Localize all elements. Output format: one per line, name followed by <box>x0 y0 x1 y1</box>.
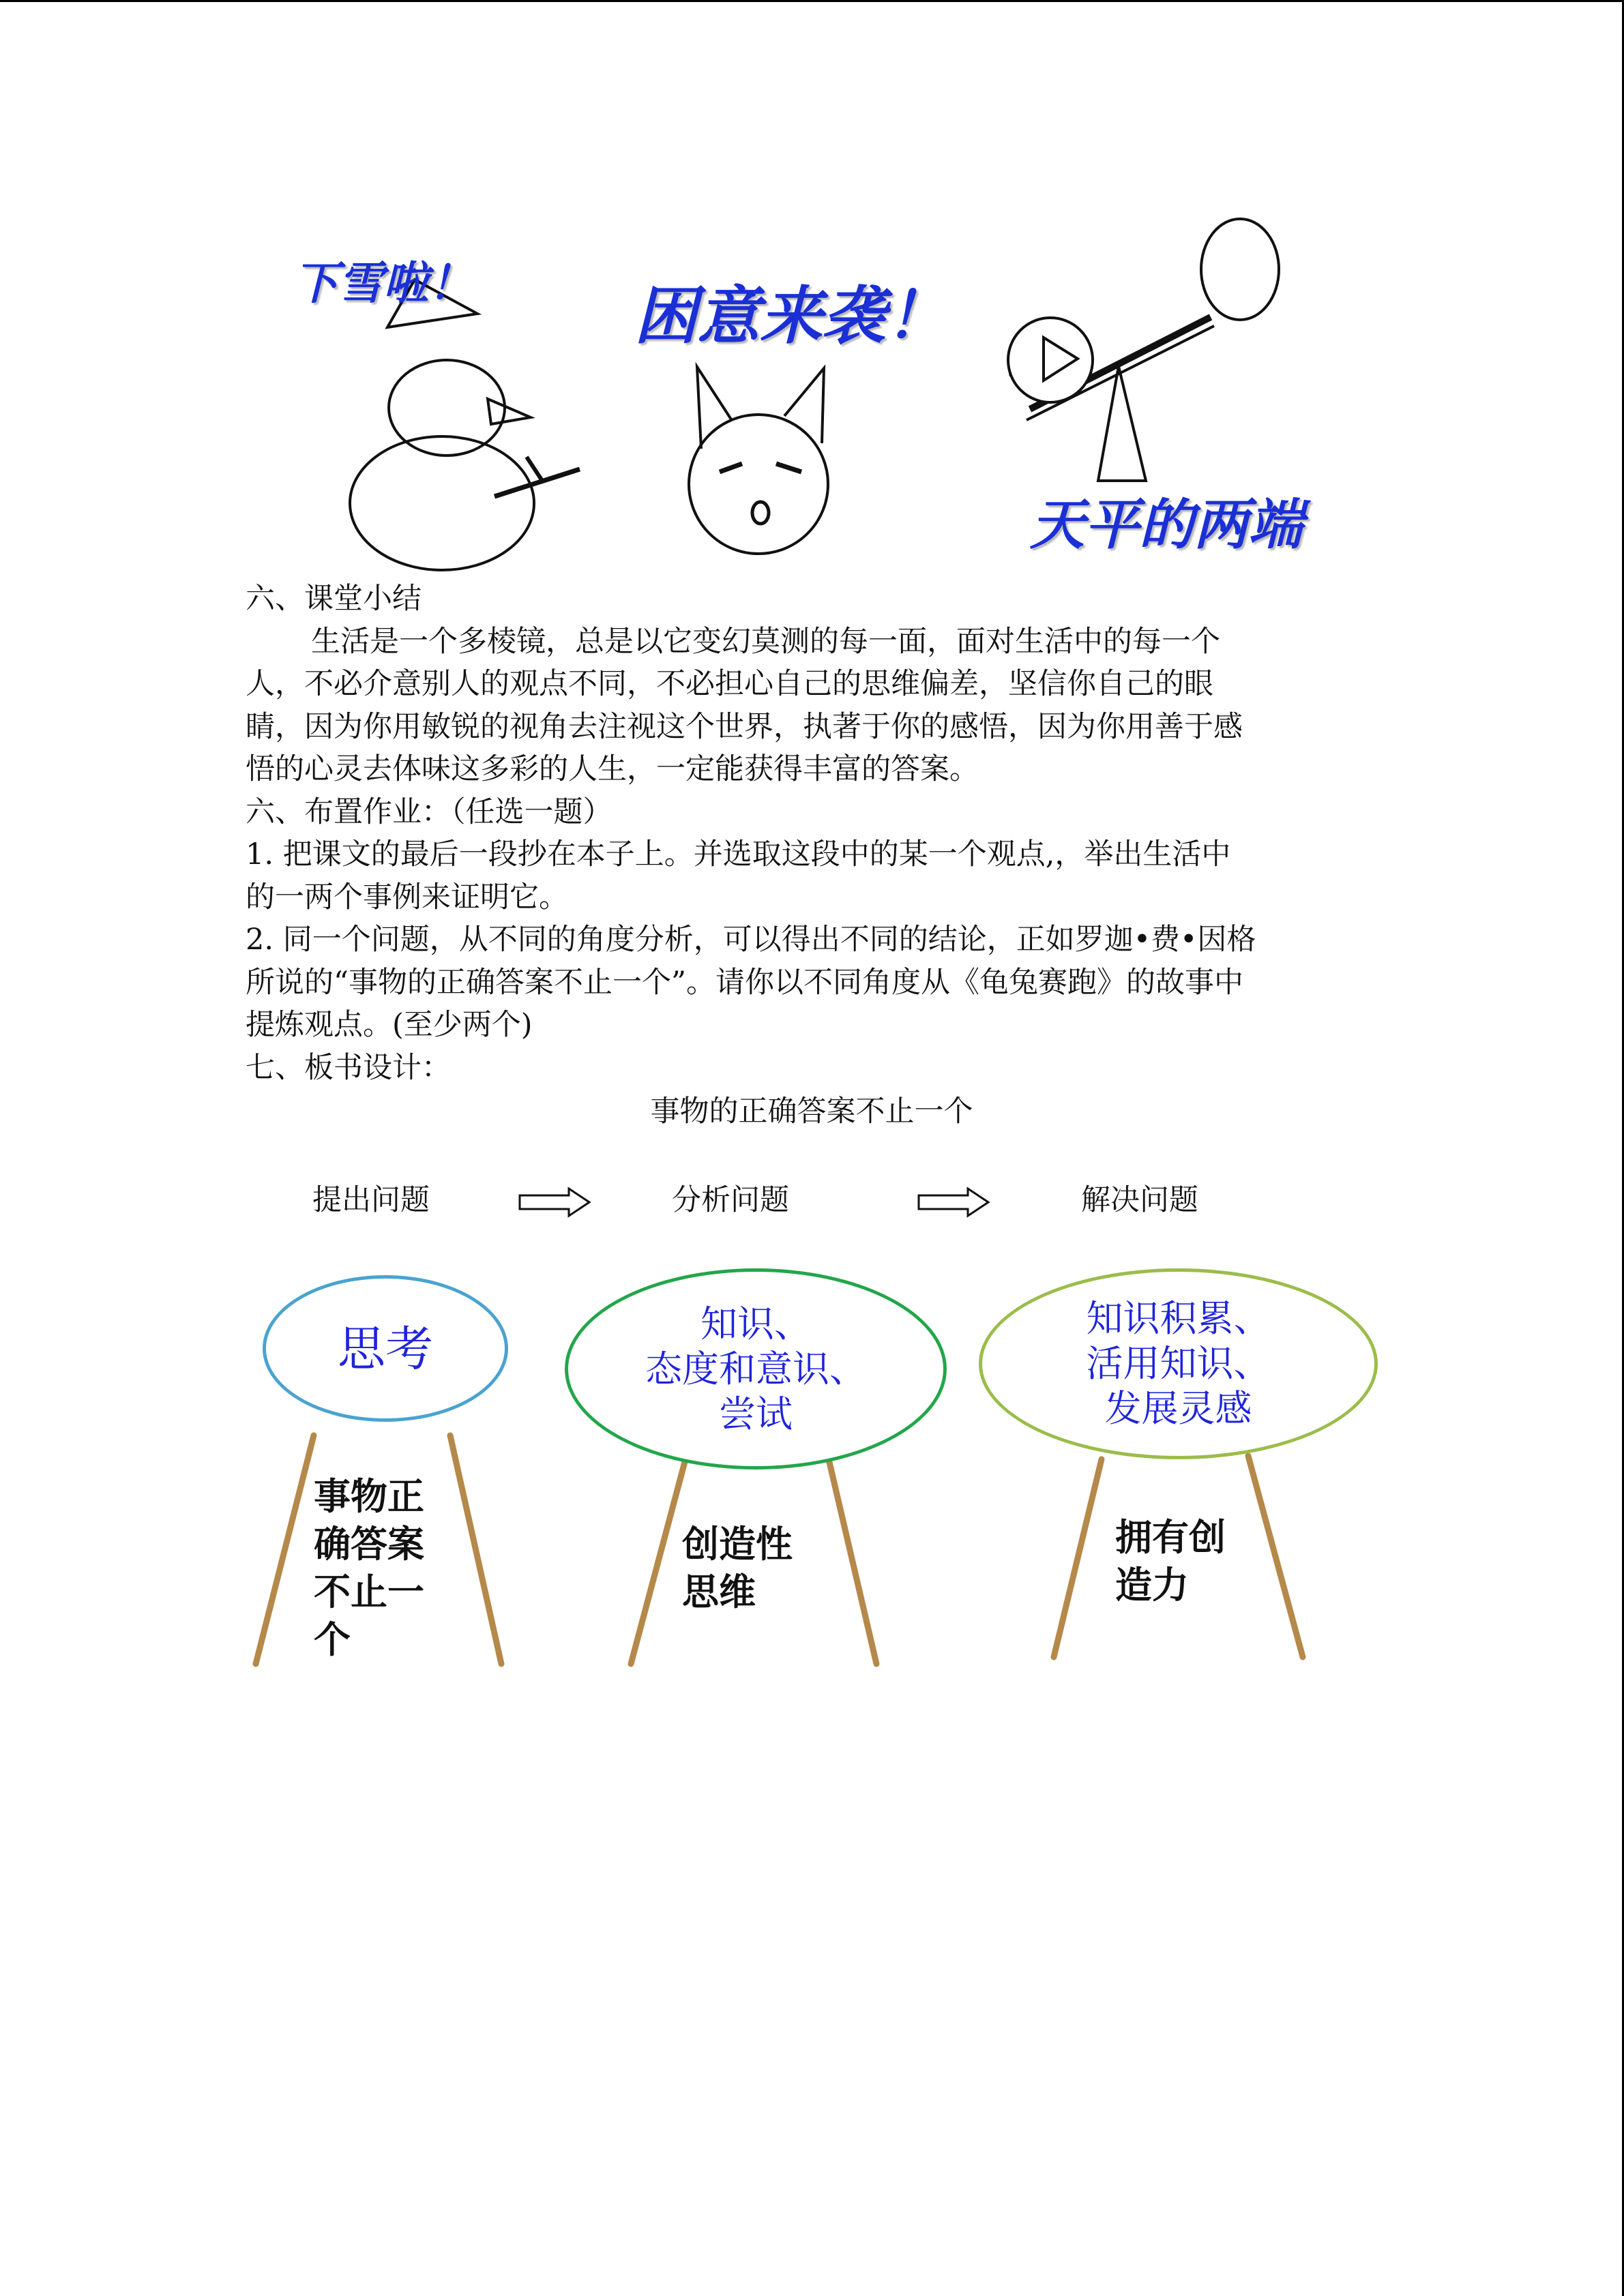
stand-label-line: 造力 <box>1115 1564 1189 1607</box>
stand-label-line: 不止一 <box>314 1570 424 1613</box>
balance-caption: 天平的两端 <box>1030 493 1303 556</box>
illustrations-row <box>246 205 1310 573</box>
bubble-knowledge-application <box>979 1268 1378 1459</box>
bubble-text: 思考 <box>338 1320 433 1377</box>
cat-head <box>689 415 828 554</box>
bubble-text: 知识积累、 <box>1086 1297 1271 1340</box>
summary-line: 悟的心灵去体味这多彩的人生，一定能获得丰富的答案。 <box>246 752 979 786</box>
bubble-thinking <box>263 1275 508 1422</box>
bubble-text: 活用知识、 <box>1086 1342 1271 1385</box>
snowman-caption: 下雪啦！ <box>293 257 473 310</box>
stand-label-correct-answer <box>314 1473 424 1664</box>
text-block <box>246 578 1391 1089</box>
bubble-text: 发展灵感 <box>1104 1387 1252 1430</box>
snowman-arm-twig <box>527 457 542 481</box>
bubble-text: 尝试 <box>719 1392 793 1435</box>
snowman-drawing <box>350 280 580 570</box>
board-heading: 七、板书设计： <box>246 1050 451 1085</box>
sleepy-cat-drawing <box>689 367 828 554</box>
bubble-text: 态度和意识、 <box>645 1347 866 1390</box>
balance-drawing <box>1008 219 1279 481</box>
stand-label-line: 确答案 <box>314 1523 424 1566</box>
summary-heading: 六、课堂小结 <box>246 582 422 616</box>
stand-label-creative-thinking <box>682 1521 793 1616</box>
homework-line: 1. 把课文的最后一段抄在本子上。并选取这段中的某一个观点,，举出生活中 <box>246 837 1231 871</box>
cat-right-eye <box>776 464 801 472</box>
board-stands <box>246 1268 1391 1678</box>
summary-line: 生活是一个多棱镜，总是以它变幻莫测的每一面，面对生活中的每一个 <box>311 624 1220 659</box>
right-arrow-icon <box>518 1187 592 1218</box>
summary-line: 人，不必介意别人的观点不同，不必担心自己的思维偏差，坚信你自己的眼 <box>246 667 1213 701</box>
balance-left-pan <box>1008 318 1093 402</box>
snowman-nose <box>488 399 531 424</box>
cat-left-ear <box>697 367 731 449</box>
cat-mouth <box>752 502 769 524</box>
right-arrow-icon <box>917 1187 991 1218</box>
bubble-knowledge-attitude <box>565 1268 947 1470</box>
stand-label-line: 个 <box>314 1618 351 1661</box>
stand-label-line: 事物正 <box>314 1475 424 1518</box>
step-solve-question: 解决问题 <box>1081 1183 1198 1217</box>
homework-line: 提炼观点。(至少两个) <box>246 1008 533 1042</box>
stand-label-creativity <box>1115 1514 1226 1609</box>
sleepy-cat-caption: 困意来袭！ <box>634 280 949 353</box>
homework-line: 所说的“事物的正确答案不止一个”。请你以不同角度从《龟兔赛跑》的故事中 <box>246 965 1243 1000</box>
stand-label-line: 拥有创 <box>1115 1516 1226 1559</box>
page-border-top <box>0 0 1624 2</box>
board-title: 事物的正确答案不止一个 <box>650 1094 973 1129</box>
cat-left-eye <box>720 464 742 472</box>
bubble-text: 知识、 <box>700 1302 811 1345</box>
homework-heading: 六、布置作业：（任选一题） <box>246 794 612 829</box>
step-analyze-question: 分析问题 <box>672 1183 789 1217</box>
summary-line: 睛，因为你用敏锐的视角去注视这个世界，执著于你的感悟，因为你用善于感 <box>246 709 1243 744</box>
stand-label-line: 创造性 <box>682 1523 793 1566</box>
homework-line: 2. 同一个问题，从不同的角度分析，可以得出不同的结论，正如罗迦•费•因格 <box>246 923 1256 957</box>
balance-fulcrum <box>1098 366 1146 481</box>
step-raise-question: 提出问题 <box>312 1183 430 1217</box>
stand-label-line: 思维 <box>682 1570 756 1613</box>
homework-line: 的一两个事例来证明它。 <box>246 880 568 914</box>
balance-right-pan <box>1201 219 1279 320</box>
